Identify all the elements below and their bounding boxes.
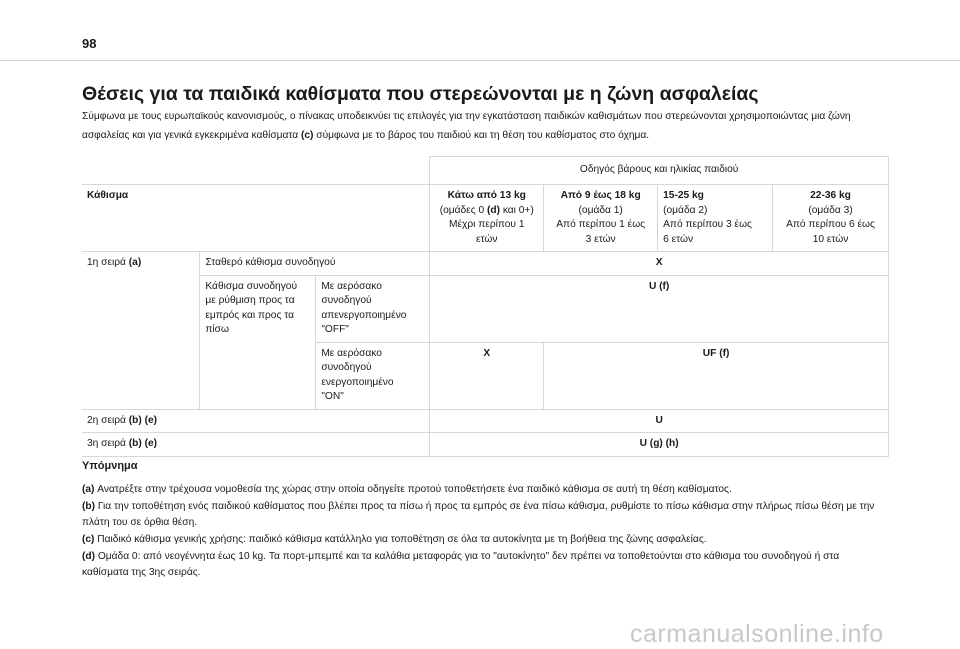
column-group-text: (ομάδες 0 xyxy=(439,204,487,216)
seat-desc-line: εμπρός και προς τα xyxy=(205,309,294,321)
airbag-desc-line: συνοδηγού xyxy=(321,362,372,373)
column-weight: 15-25 kg xyxy=(663,190,704,201)
airbag-desc-line: "OFF" xyxy=(321,324,349,335)
notes-heading: Υπόμνημα xyxy=(82,460,138,472)
row-label-ref: (a) xyxy=(128,257,142,268)
third-row-value: U (g) (h) xyxy=(430,433,889,457)
row-label-third xyxy=(82,433,430,457)
column-group: (ομάδα 1) xyxy=(578,204,623,216)
column-weight: Από 9 έως 18 kg xyxy=(560,190,641,201)
column-age: 6 ετών xyxy=(663,233,694,245)
airbag-desc-line: "ON" xyxy=(321,391,344,402)
intro-text-after: σύμφωνα με το βάρος του παιδιού και τη θέση του καθίσματος στο όχημα. xyxy=(313,130,650,141)
seat-desc-line: πίσω xyxy=(205,324,229,335)
column-group xyxy=(435,204,538,219)
note-text: Ανατρέξτε στην τρέχουσα νομοθεσία της χώρας στην οποία οδηγείτε προτού τοποθετήσετε ένα παιδικό κάθισμα σε αυτή τη θέση καθίσματος. xyxy=(94,484,732,495)
column-header-group2 xyxy=(658,185,773,252)
column-age: 3 ετών xyxy=(585,233,616,245)
second-row-value: U xyxy=(430,409,889,433)
airbag-desc-line: συνοδηγού xyxy=(321,295,372,306)
airbag-on-value-group0: X xyxy=(430,342,544,409)
column-group: (ομάδα 2) xyxy=(663,204,708,216)
page-number: 98 xyxy=(82,36,97,51)
note-item xyxy=(82,482,888,498)
column-age: 10 ετών xyxy=(812,233,849,245)
note-ref: (d) xyxy=(82,551,96,562)
airbag-off-label xyxy=(316,275,430,342)
column-age: Μέχρι περίπου 1 xyxy=(448,219,525,230)
row-label-first xyxy=(82,252,200,410)
note-text: Ομάδα 0: από νεογέννητα έως 10 kg. Τα πορτ-μπεμπέ και τα καλάθια μεταφοράς για το "αυτοκίνητο" δεν πρέπει να τοποθετούνται στο κάθισμα του συνοδηγού ή στα καθίσματα της 3ης σειράς. xyxy=(82,551,840,578)
column-weight: Κάτω από 13 kg xyxy=(447,190,526,201)
row-label-ref: (b) (e) xyxy=(128,414,158,426)
notes-list xyxy=(82,482,888,582)
note-text: Για την τοποθέτηση ενός παιδικού καθίσματος που βλέπει προς τα πίσω ή προς τα εμπρός σε ένα πίσω κάθισμα, ρυθμίστε το πίσω κάθισμα στην πλήρως πίσω θέση με την πλάτη του σε όρθια θέση. xyxy=(82,501,875,528)
note-ref: (a) xyxy=(82,484,95,495)
seat-desc-line: Κάθισμα συνοδηγού xyxy=(205,280,298,292)
column-age: ετών xyxy=(476,233,498,245)
note-ref: (c) xyxy=(82,534,95,545)
site-watermark: carmanualsonline.info xyxy=(630,620,884,648)
row-label-ref: (b) (e) xyxy=(128,438,158,449)
airbag-on-label xyxy=(316,342,430,409)
airbag-on-value-rest: UF (f) xyxy=(544,342,889,409)
column-age: Από περίπου 1 έως xyxy=(556,219,646,230)
adjustable-passenger-seat xyxy=(200,275,316,409)
seat-column-header: Κάθισμα xyxy=(82,185,430,252)
group-header: Οδηγός βάρους και ηλικίας παιδιού xyxy=(430,157,889,185)
fixed-seat-value: X xyxy=(430,252,889,276)
seat-desc-line: με ρύθμιση προς τα xyxy=(205,295,295,306)
intro-paragraph xyxy=(82,107,888,145)
intro-text-before: Σύμφωνα με τους ευρωπαϊκούς κανονισμούς, ο πίνακας υποδεικνύει τις επιλογές για την εγκατάσταση παιδικών καθισμάτων που στερεώνονται χρησιμοποιώντας μια ζώνη ασφαλείας και για γενικά εγκεκριμένα καθίσματα xyxy=(82,111,851,141)
row-label-second xyxy=(82,409,430,433)
column-age: Από περίπου 6 έως xyxy=(786,219,875,230)
note-item xyxy=(82,532,888,548)
table-empty-corner xyxy=(82,157,430,185)
row-label-text: 3η σειρά xyxy=(87,438,129,449)
column-weight: 22-36 kg xyxy=(810,190,851,201)
column-header-group1 xyxy=(544,185,658,252)
column-group: (ομάδα 3) xyxy=(808,204,853,216)
column-header-group3 xyxy=(773,185,889,252)
row-label-text: 2η σειρά xyxy=(87,414,129,426)
child-seat-table xyxy=(82,156,889,457)
note-ref: (b) xyxy=(82,501,96,512)
column-header-group0 xyxy=(430,185,544,252)
airbag-desc-line: Με αερόσακο xyxy=(321,280,382,292)
page-title: Θέσεις για τα παιδικά καθίσματα που στερεώνονται με η ζώνη ασφαλείας xyxy=(82,83,759,105)
column-group-text: και 0+) xyxy=(499,204,534,216)
airbag-desc-line: απενεργοποιημένο xyxy=(321,309,407,321)
fixed-passenger-seat: Σταθερό κάθισμα συνοδηγού xyxy=(200,252,430,276)
column-age: Από περίπου 3 έως xyxy=(663,219,752,230)
row-label-text: 1η σειρά xyxy=(87,257,129,268)
note-item xyxy=(82,499,888,531)
intro-ref: (c) xyxy=(301,130,314,141)
header-divider xyxy=(0,60,960,61)
note-text: Παιδικό κάθισμα γενικής χρήσης: παιδικό κάθισμα κατάλληλο για τοποθέτηση σε όλα τα αυτοκίνητα με τη βοήθεια της ζώνης ασφαλείας. xyxy=(94,534,707,545)
airbag-off-value: U (f) xyxy=(430,275,889,342)
airbag-desc-line: Με αερόσακο xyxy=(321,347,382,359)
airbag-desc-line: ενεργοποιημένο xyxy=(321,376,394,388)
column-group-ref: (d) xyxy=(486,204,500,216)
note-item xyxy=(82,549,888,581)
